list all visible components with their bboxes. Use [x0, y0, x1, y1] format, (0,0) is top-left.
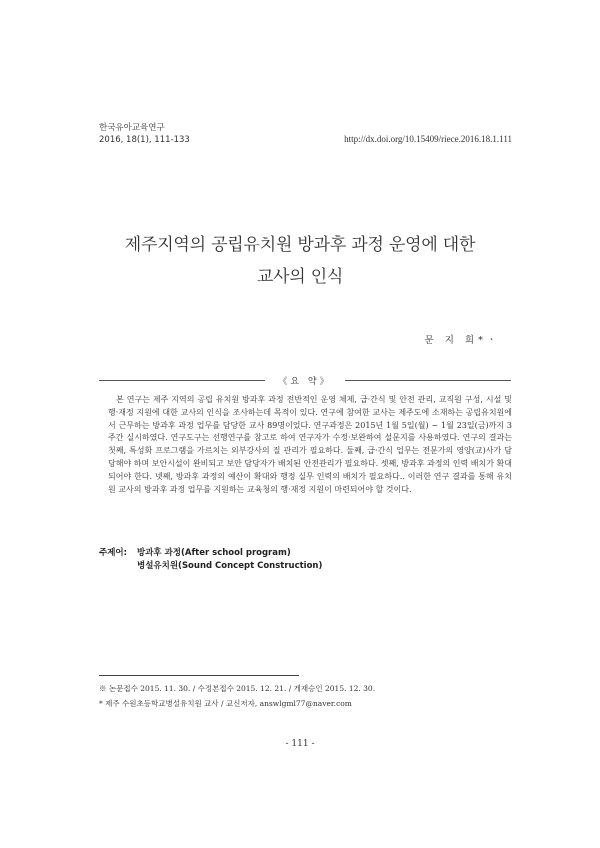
abstract-rule-left [99, 380, 265, 381]
abstract-text: 본 연구는 제주 지역의 공립 유치원 방과후 과정 전반적인 운영 체제, 급·간식 및 안전 관리, 교직원 구성, 시설 및 행·재정 지원에 대한 교사의 인식을 조사하는데 목적이 있다. 연구에 참여한 교사는 제주도에 소재하는 공립유치원에서 근무하는 방과후 과정 업무를 담당한 교사 89명이었다. 연구과정은 2015년 1월 5일(월) ~ 1월 23일(금)까지 3주간 실시하였다. 연구도구는 선행연구를 참고로 하여 연구자가 수정·보완하여 설문지를 사용하였다. 연구의 결과는 첫째, 특성화 프로그램을 가르치는 외부강사의 질 관리가 필요하다. 둘째, 급·간식 업무는 전문가의 영양(교)사가 담당해야 하며 보안시설이 완비되고 보안 담당자가 배치된 안전관리가 필요하다. 셋째, 방과후 과정의 인력 배치가 확대 되어야 한다. 넷째, 방과후 과정의 예산이 확대와 행정 실무 인력의 배치가 필요하다.. 이러한 연구 결과를 통해 유치원 교사의 방과후 과정 업무를 지원하는 교육청의 행·재정 지원이 마련되어야 할 것이다. [108, 395, 512, 494]
page-number: - 111 - [285, 739, 315, 749]
footnote-divider [99, 675, 299, 676]
abstract-label: 《요 약》 [278, 377, 332, 387]
abstract-heading [99, 374, 511, 388]
footnote-submission-dates: ※ 논문접수 2015. 11. 30. / 수정본접수 2015. 12. 21. / 게재승인 2015. 12. 30. [99, 684, 376, 693]
keywords [99, 547, 322, 573]
journal-citation: 2016, 18(1), 111-133 [99, 135, 190, 145]
keyword-1: 방과후 과정(After school program) [137, 548, 291, 558]
author-name: 문 지 희*ㆍ [424, 335, 500, 346]
keyword-2: 병설유치원(Sound Concept Construction) [137, 561, 323, 571]
abstract-body [108, 394, 512, 496]
journal-header [99, 122, 190, 146]
footnote-author-affiliation: * 제주 수원초등학교병설유치원 교사 / 교신저자, answlgml77@naver.com [99, 699, 352, 708]
paper-title-line-2: 교사의 인식 [256, 267, 344, 287]
journal-name: 한국유아교육연구 [99, 123, 165, 133]
doi-link[interactable]: http://dx.doi.org/10.15409/riece.2016.18.1.111 [344, 134, 512, 144]
paper-title-line-1: 제주지역의 공립유치원 방과후 과정 운영에 대한 [124, 235, 476, 255]
keywords-label: 주제어: [99, 548, 128, 558]
abstract-rule-right [345, 380, 511, 381]
